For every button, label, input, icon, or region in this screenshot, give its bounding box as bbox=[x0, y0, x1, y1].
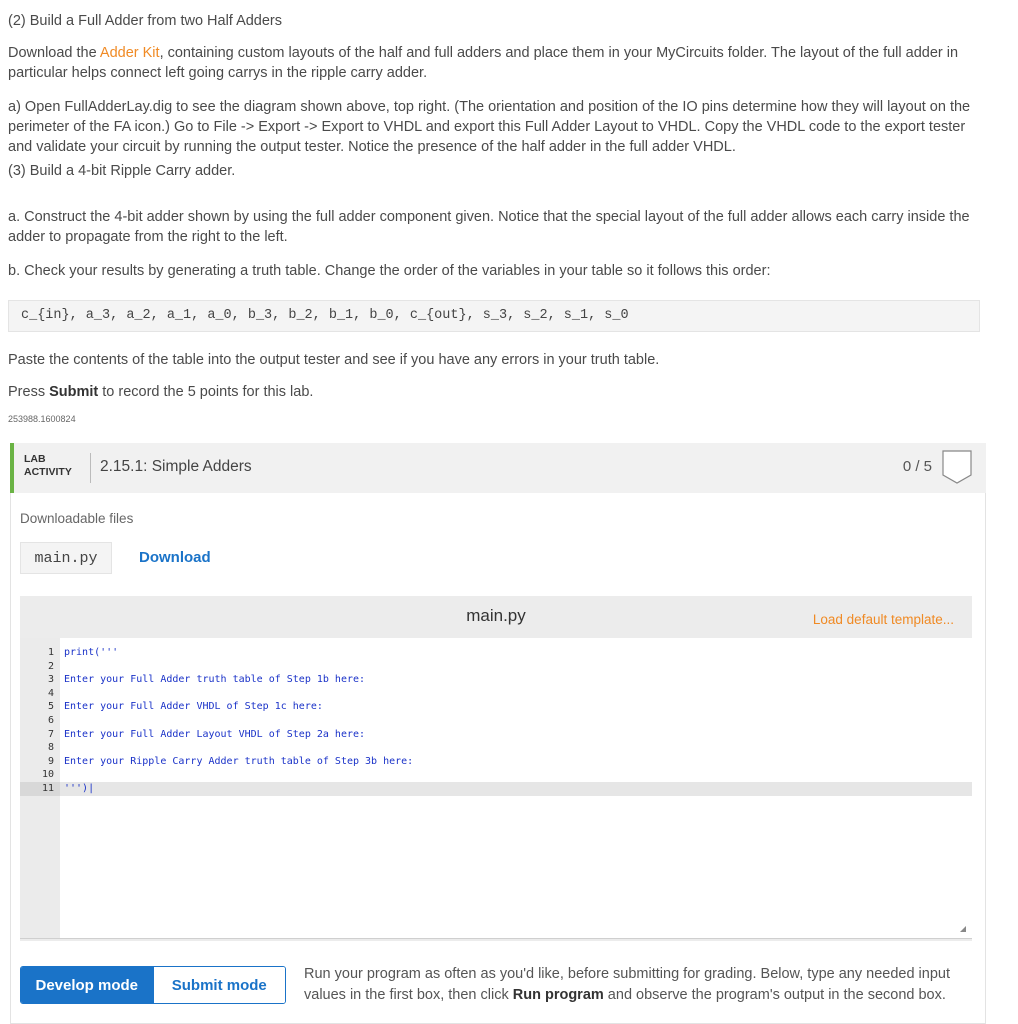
press-submit-paragraph bbox=[8, 382, 988, 402]
line-text[interactable]: Enter your Full Adder Layout VHDL of Step 2a here: bbox=[64, 728, 366, 740]
resize-handle-icon[interactable] bbox=[960, 926, 966, 932]
code-line[interactable] bbox=[20, 660, 972, 674]
line-text[interactable]: Enter your Ripple Carry Adder truth table of Step 3b here: bbox=[64, 755, 414, 767]
code-line[interactable] bbox=[20, 687, 972, 701]
code-line[interactable] bbox=[20, 755, 972, 769]
lab-tag-line2: ACTIVITY bbox=[24, 466, 72, 478]
lab-activity-tag bbox=[24, 453, 72, 479]
lab-activity-header bbox=[10, 443, 986, 493]
press-pre-text: Press bbox=[8, 384, 50, 400]
editor-filename: main.py bbox=[466, 606, 526, 625]
code-line[interactable] bbox=[20, 646, 972, 660]
download-post-text: , containing custom layouts of the half and full adders and place them in your MyCircuits folder. The layout of the full adder in particular helps connect left going carrys in the ripple carry adder. bbox=[8, 45, 959, 81]
mode-toggle bbox=[20, 966, 286, 1004]
download-link[interactable]: Download bbox=[139, 549, 211, 566]
file-name-chip: main.py bbox=[20, 542, 112, 574]
develop-mode-button[interactable]: Develop mode bbox=[21, 967, 153, 1003]
code-line[interactable] bbox=[20, 714, 972, 728]
line-number: 6 bbox=[47, 714, 54, 726]
line-number: 9 bbox=[47, 755, 54, 767]
lab-score: 0 / 5 bbox=[902, 458, 932, 475]
variable-order-code: c_{in}, a_3, a_2, a_1, a_0, b_3, b_2, b_1, b_0, c_{out}, s_3, s_2, s_1, s_0 bbox=[8, 300, 980, 332]
downloadable-files-label: Downloadable files bbox=[20, 511, 134, 526]
download-pre-text: Download the bbox=[8, 45, 100, 61]
paste-paragraph: Paste the contents of the table into the output tester and see if you have any errors in your truth table. bbox=[8, 352, 660, 368]
content-id: 253988.1600824 bbox=[8, 414, 76, 424]
line-number: 5 bbox=[47, 701, 54, 713]
completion-shield-icon bbox=[942, 450, 972, 484]
lab-tag-line1: LAB bbox=[24, 453, 46, 465]
line-text[interactable]: Enter your Full Adder truth table of Step 1b here: bbox=[64, 674, 366, 686]
press-post-text: to record the 5 points for this lab. bbox=[98, 384, 314, 400]
line-number: 4 bbox=[47, 687, 54, 699]
run-post-text: and observe the program's output in the second box. bbox=[603, 987, 946, 1003]
run-program-word: Run program bbox=[512, 987, 604, 1003]
code-lines[interactable] bbox=[20, 646, 972, 796]
submit-word: Submit bbox=[49, 384, 99, 400]
line-text[interactable]: Enter your Full Adder VHDL of Step 1c here: bbox=[64, 701, 323, 713]
line-number: 11 bbox=[20, 782, 60, 796]
line-number: 8 bbox=[47, 742, 54, 754]
code-line[interactable] bbox=[20, 741, 972, 755]
line-number: 2 bbox=[47, 660, 54, 672]
lab-title: 2.15.1: Simple Adders bbox=[100, 458, 252, 475]
code-line[interactable] bbox=[20, 700, 972, 714]
code-line[interactable] bbox=[20, 673, 972, 687]
code-line[interactable] bbox=[20, 728, 972, 742]
line-number: 7 bbox=[47, 728, 54, 740]
lab-header-divider bbox=[90, 453, 91, 483]
step3b-paragraph: b. Check your results by generating a truth table. Change the order of the variables in your table so it follows this order: bbox=[8, 263, 771, 279]
code-line[interactable] bbox=[20, 768, 972, 782]
line-number: 10 bbox=[41, 769, 54, 781]
adder-kit-link[interactable]: Adder Kit bbox=[99, 45, 160, 61]
code-line[interactable] bbox=[20, 782, 972, 796]
line-text[interactable]: print(''' bbox=[64, 647, 119, 658]
step3a-paragraph: a. Construct the 4-bit adder shown by using the full adder component given. Notice that the special layout of the full adder allows each carry inside the adder to propagate from the right to the left. bbox=[8, 209, 970, 245]
code-editor-panel bbox=[20, 596, 972, 941]
line-text[interactable]: ''')| bbox=[64, 782, 95, 794]
line-number: 3 bbox=[47, 674, 54, 686]
submit-mode-button[interactable]: Submit mode bbox=[153, 967, 286, 1003]
line-number: 1 bbox=[47, 647, 54, 658]
adder-kit-paragraph bbox=[8, 43, 988, 83]
step2-heading: (2) Build a Full Adder from two Half Adders bbox=[8, 13, 283, 29]
load-default-template-link[interactable]: Load default template... bbox=[812, 612, 954, 627]
run-instructions bbox=[304, 964, 964, 1006]
step3-heading: (3) Build a 4-bit Ripple Carry adder. bbox=[8, 163, 236, 179]
step2a-paragraph: a) Open FullAdderLay.dig to see the diagram shown above, top right. (The orientation and position of the IO pins determine how they will layout on the perimeter of the FA icon.) Go to File -> Export -> Export to VHDL and export this Full Adder Layout to VHDL. Copy the VHDL code to the export tester and validate your circuit by running the output tester. Notice the presence of the half adder in the full adder VHDL. bbox=[8, 99, 971, 155]
run-pre-text: Run your program as often as you'd like, before submitting for grading. Below, type any needed input values in the first box, then click bbox=[304, 966, 950, 1003]
code-editor[interactable] bbox=[20, 638, 972, 939]
